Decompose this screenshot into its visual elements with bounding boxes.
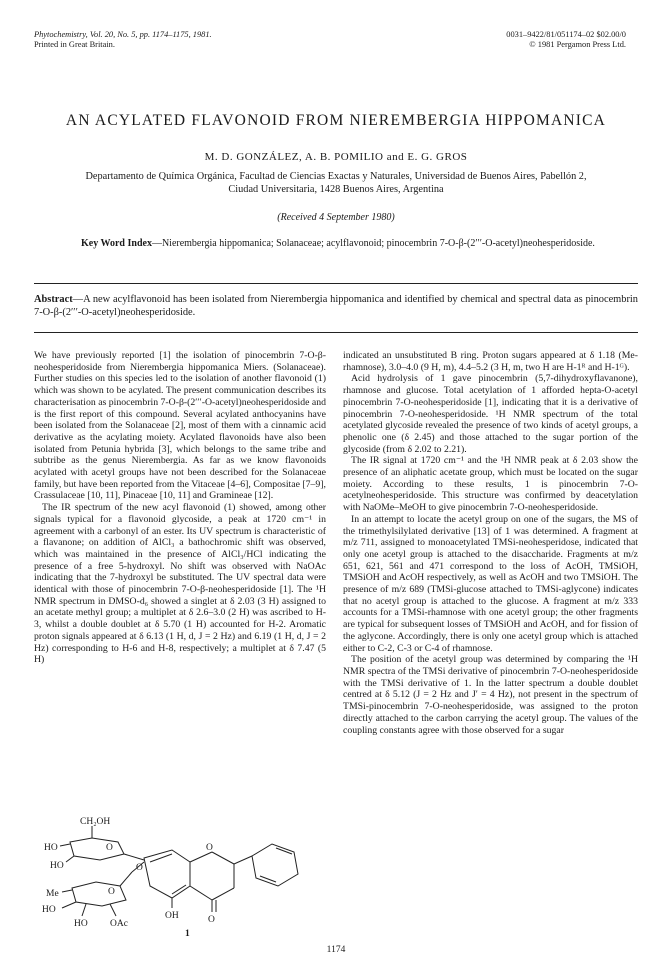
label-oac: OAc (110, 919, 128, 929)
label-o-glyc: O (206, 843, 213, 853)
key-word-index (81, 238, 621, 251)
paragraph: In an attempt to locate the acetyl group on one of the sugars, the MS of the trimethylsilylated derivative [13] of 1 was determined. A fragment at m/z 711, assigned to monoacetylated TMSi-neohesperidose, indicated that only one acetyl group is attached to the disaccharide. Fragments at m/z 651, 621, 561 and 471 correspond to the loss of AcOH, TMSiOH, TMSiOH and AcOH respectively, as well as AcOH and two TMSiOH. The presence of m/z 689 (TMSi-glucose attached to TMSi-aglycone) indicates that no acetyl group is attached to the glucose. A fragment at m/z 333 accounts for a TMSi-rhamnose with one acetyl group; the other fragments are typical for subsequent losses of TMSiOH and AcOH, and for fission of the aglycone. Accordingly, there is only one acetyl group which is attached either to C-2, C-3 or C-4 of rhamnose. (343, 513, 638, 654)
paragraph: The position of the acetyl group was determined by comparing the ¹H NMR spectra of the TMSi derivative of pinocembrin 7-O-neohesperidoside with the TMSi derivative of 1. In the latter spectrum a double doublet centred at δ 5.12 (J = 2 Hz and J′ = 4 Hz), not present in the spectrum of TMSi-pinocembrin 7-O-neohesperidoside, was assigned to the proton directly attached to the carbon carrying the acetyl group. The values of the coupling constants agree with those observed for a sugar (343, 654, 638, 736)
label-o-carbonyl: O (208, 915, 215, 925)
abstract-bottom-rule (34, 332, 638, 333)
journal-line-2: Printed in Great Britain. (34, 40, 115, 49)
article-code (506, 30, 626, 50)
abstract (34, 293, 638, 319)
label-oh: OH (165, 911, 179, 921)
compound-number: 1 (185, 929, 190, 939)
authors: M. D. GONZÁLEZ, A. B. POMILIO and E. G. GROS (204, 151, 468, 163)
paragraph: The IR spectrum of the new acyl flavonoid (1) showed, among other signals typical for a flavonoid glycoside, a peak at 1720 cm⁻¹ in agreement with a carbonyl of an ester. Its UV spectrum is characteristic of a flavanone; on addition of AlCl₃ a bathochromic shift was observed, which was maintained in the presence of AlCl₃/HCl indicating the presence of a free 5-hydroxyl. No shift was observed with NaOAc indicating that the 7-hydroxyl be substituted. The UV spectral data were identical with those of pinocembrin 7-O-β-neohesperidoside [1]. The ¹H NMR spectrum in DMSO-d₆ showed a singlet at δ 2.03 (3 H) assigned to an acetate methyl group; a multiplet at δ 2.6–3.0 (2 H) was ascribed to H-3, whilst a double doublet at δ 5.70 (1 H) accounted for H-2. Aromatic proton signals appeared at δ 6.13 (1 H, d, J = 2 Hz) and 6.19 (1 H, d, J = 2 Hz) corresponding to H-6 and H-8, respectively; a multiplet at δ 7.47 (5 H) (34, 502, 326, 666)
code-line-1: 0031–9422/81/051174–02 $02.00/0 (506, 30, 626, 39)
code-line-2: © 1981 Pergamon Press Ltd. (529, 40, 626, 49)
left-column (34, 350, 326, 666)
paragraph: Acid hydrolysis of 1 gave pinocembrin (5,7-dihydroxyflavanone), rhamnose and glucose. Total acetylation of 1 afforded hepta-O-acetyl pinocembrin 7-O-neohesperidoside [1], indicating that it is a derivative of pinocembrin 7-O-neohesperidoside. ¹H NMR spectrum of the total acetylated glycoside revealed the presence of two kinds of acetyl groups, a phenolic one (δ 2.45) and those attached to the sugar portion of the glycoside (from δ 2.02 to 2.21). (343, 373, 638, 455)
label-ho-2: HO (50, 861, 64, 871)
key-word-index-label: Key Word Index (81, 238, 152, 249)
right-column (343, 350, 638, 736)
paragraph: The IR signal at 1720 cm⁻¹ and the ¹H NMR peak at δ 2.03 show the presence of an aliphatic acetate group, which must be located on the sugar moiety. According to these results, 1 is pinocembrin 7-O-acetylneohesperidoside. This structure was confirmed by deacetylation with NaOMe–MeOH to give pinocembrin 7-O-neohesperidoside. (343, 455, 638, 514)
abstract-label: Abstract (34, 294, 73, 305)
label-me: Me (46, 889, 59, 899)
chemical-structure-diagram (40, 812, 330, 940)
journal-line-1: Phytochemistry, Vol. 20, No. 5, pp. 1174–1175, 1981. (34, 30, 212, 39)
journal-citation (34, 30, 212, 50)
received-date: (Received 4 September 1980) (277, 212, 395, 223)
key-word-index-text: —Nierembergia hippomanica; Solanaceae; acylflavonoid; pinocembrin 7-O-β-(2′′′-O-acetyl)neohesperidoside. (151, 238, 595, 249)
label-o-ring-2: O (108, 887, 115, 897)
paragraph: indicated an unsubstituted B ring. Proton sugars appeared at δ 1.18 (Me-rhamnose), 3.0–4.0 (9 H, m), 4.4–5.2 (3 H, m, two H are H-1ᴿ and H-1ᴳ). (343, 350, 638, 373)
paragraph: We have previously reported [1] the isolation of pinocembrin 7-O-β-neohesperidoside from Nierembergia hippomanica Miers. (Solanaceae). Further studies on this species led to the isolation of another flavonoid (1) which was shown to be acylated. The present communication describes its characterisation as pinocembrin 7-O-β-(2′′′-O-acetyl)neohesperidoside and is the first report of this compound. Several acylated anthocyanins have been isolated from the Solanaceae [2], most of them with a cinnamic acid derivative as the acylating moiety. Acylated flavonoids have also been isolated from Petunia hybrida [3], which belongs to the same tribe and subtribe as the genus Nierembergia. As far as we know flavonoids acylated with acetyl groups have not been described for the Solanaceae family, but have been reported from the Vitaceae [4–6], Compositae [7–9], Crassulaceae [10, 11], Pinaceae [10, 11] and Gramineae [12]. (34, 350, 326, 502)
abstract-text: —A new acylflavonoid has been isolated from Nierembergia hippomanica and identified by chemical and spectral data as pinocembrin 7-O-β-(2′′′-O-acetyl)neohesperidoside. (34, 294, 638, 318)
label-ho-3: HO (42, 905, 56, 915)
label-ho-1: HO (44, 843, 58, 853)
abstract-top-rule (34, 283, 638, 284)
label-o-ring: O (106, 843, 113, 853)
affiliation-line-2: Ciudad Universitaria, 1428 Buenos Aires, Argentina (228, 184, 444, 195)
affiliation-line-1: Departamento de Química Orgánica, Facultad de Ciencias Exactas y Naturales, Universidad de Buenos Aires, Pabellón 2, (85, 171, 587, 182)
label-ho-4: HO (74, 919, 88, 929)
label-ch2oh: CH₂OH (80, 817, 111, 827)
label-o-link: O (136, 863, 143, 873)
article-title: AN ACYLATED FLAVONOID FROM NIEREMBERGIA HIPPOMANICA (65, 112, 607, 129)
page-number: 1174 (326, 945, 346, 955)
affiliation (40, 170, 632, 196)
